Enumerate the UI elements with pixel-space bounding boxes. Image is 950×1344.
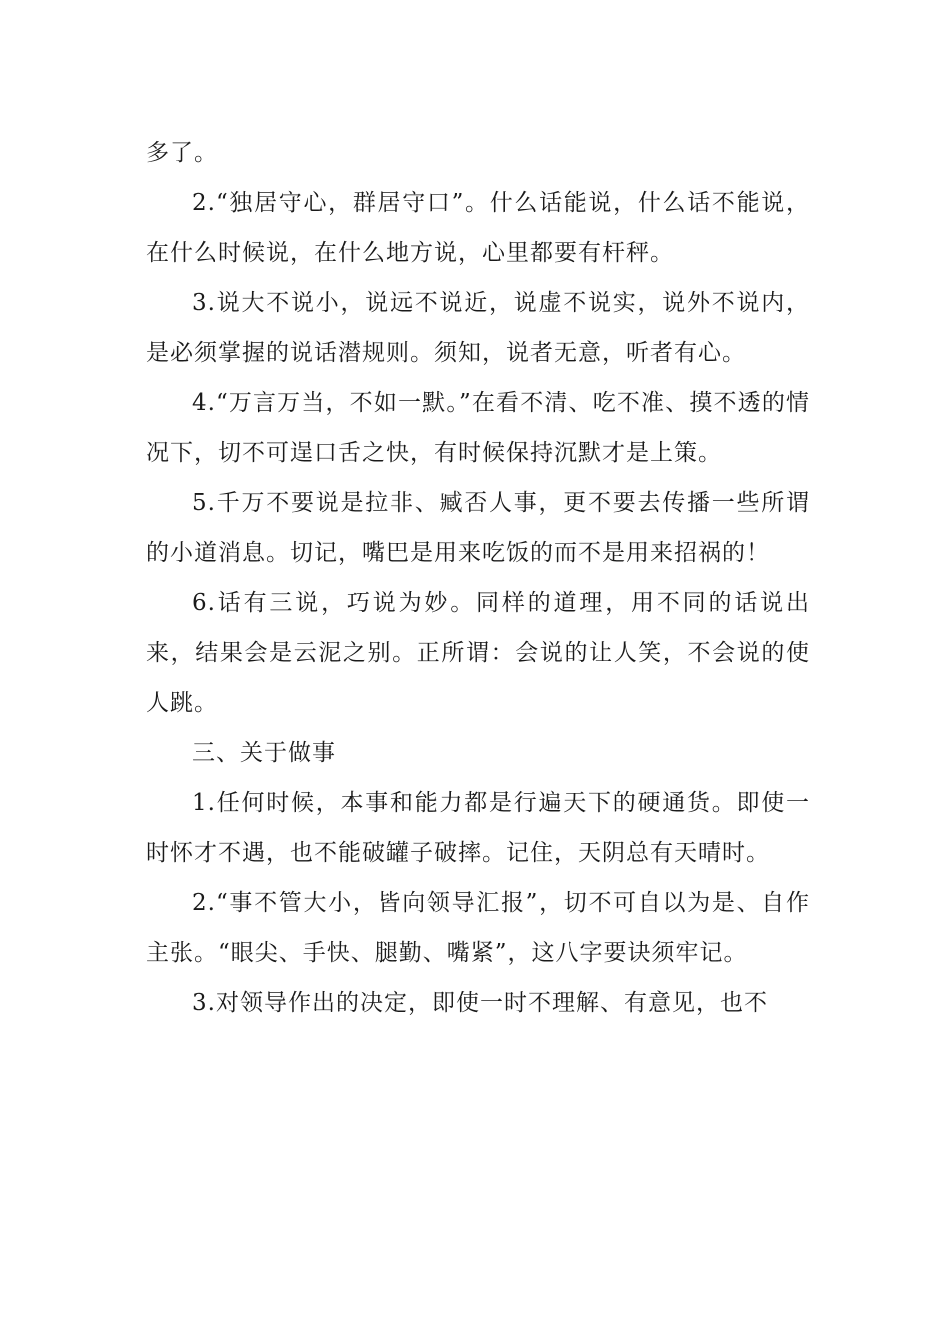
paragraph-item-6: 6.话有三说，巧说为妙。同样的道理，用不同的话说出来，结果会是云泥之别。正所谓：会说的让人笑，不会说的使人跳。 <box>146 590 810 716</box>
paragraph-item-3: 3.说大不说小，说远不说近，说虚不说实，说外不说内，是必须掌握的说话潜规则。须知，说者无意，听者有心。 <box>146 290 810 366</box>
paragraph-continuation: 多了。 <box>146 140 218 166</box>
section-heading: 三、关于做事 <box>192 740 336 766</box>
paragraph-item-1: 1.任何时候，本事和能力都是行遍天下的硬通货。即使一时怀才不遇，也不能破罐子破摔。记住，天阴总有天晴时。 <box>146 790 810 866</box>
paragraph-item-5: 5.千万不要说是拉非、臧否人事，更不要去传播一些所谓的小道消息。切记，嘴巴是用来吃饭的而不是用来招祸的！ <box>146 490 810 566</box>
paragraph-item-2: 2.“独居守心，群居守口”。什么话能说，什么话不能说，在什么时候说，在什么地方说，心里都要有杆秤。 <box>146 190 810 266</box>
paragraph-item-3b: 3.对领导作出的决定，即使一时不理解、有意见，也不 <box>192 990 768 1016</box>
paragraph-item-4: 4.“万言万当，不如一默。”在看不清、吃不准、摸不透的情况下，切不可逞口舌之快，有时候保持沉默才是上策。 <box>146 390 810 466</box>
paragraph-item-2b: 2.“事不管大小，皆向领导汇报”，切不可自以为是、自作主张。“眼尖、手快、腿勤、嘴紧”，这八字要诀须牢记。 <box>146 890 810 966</box>
document-body <box>146 128 810 1028</box>
